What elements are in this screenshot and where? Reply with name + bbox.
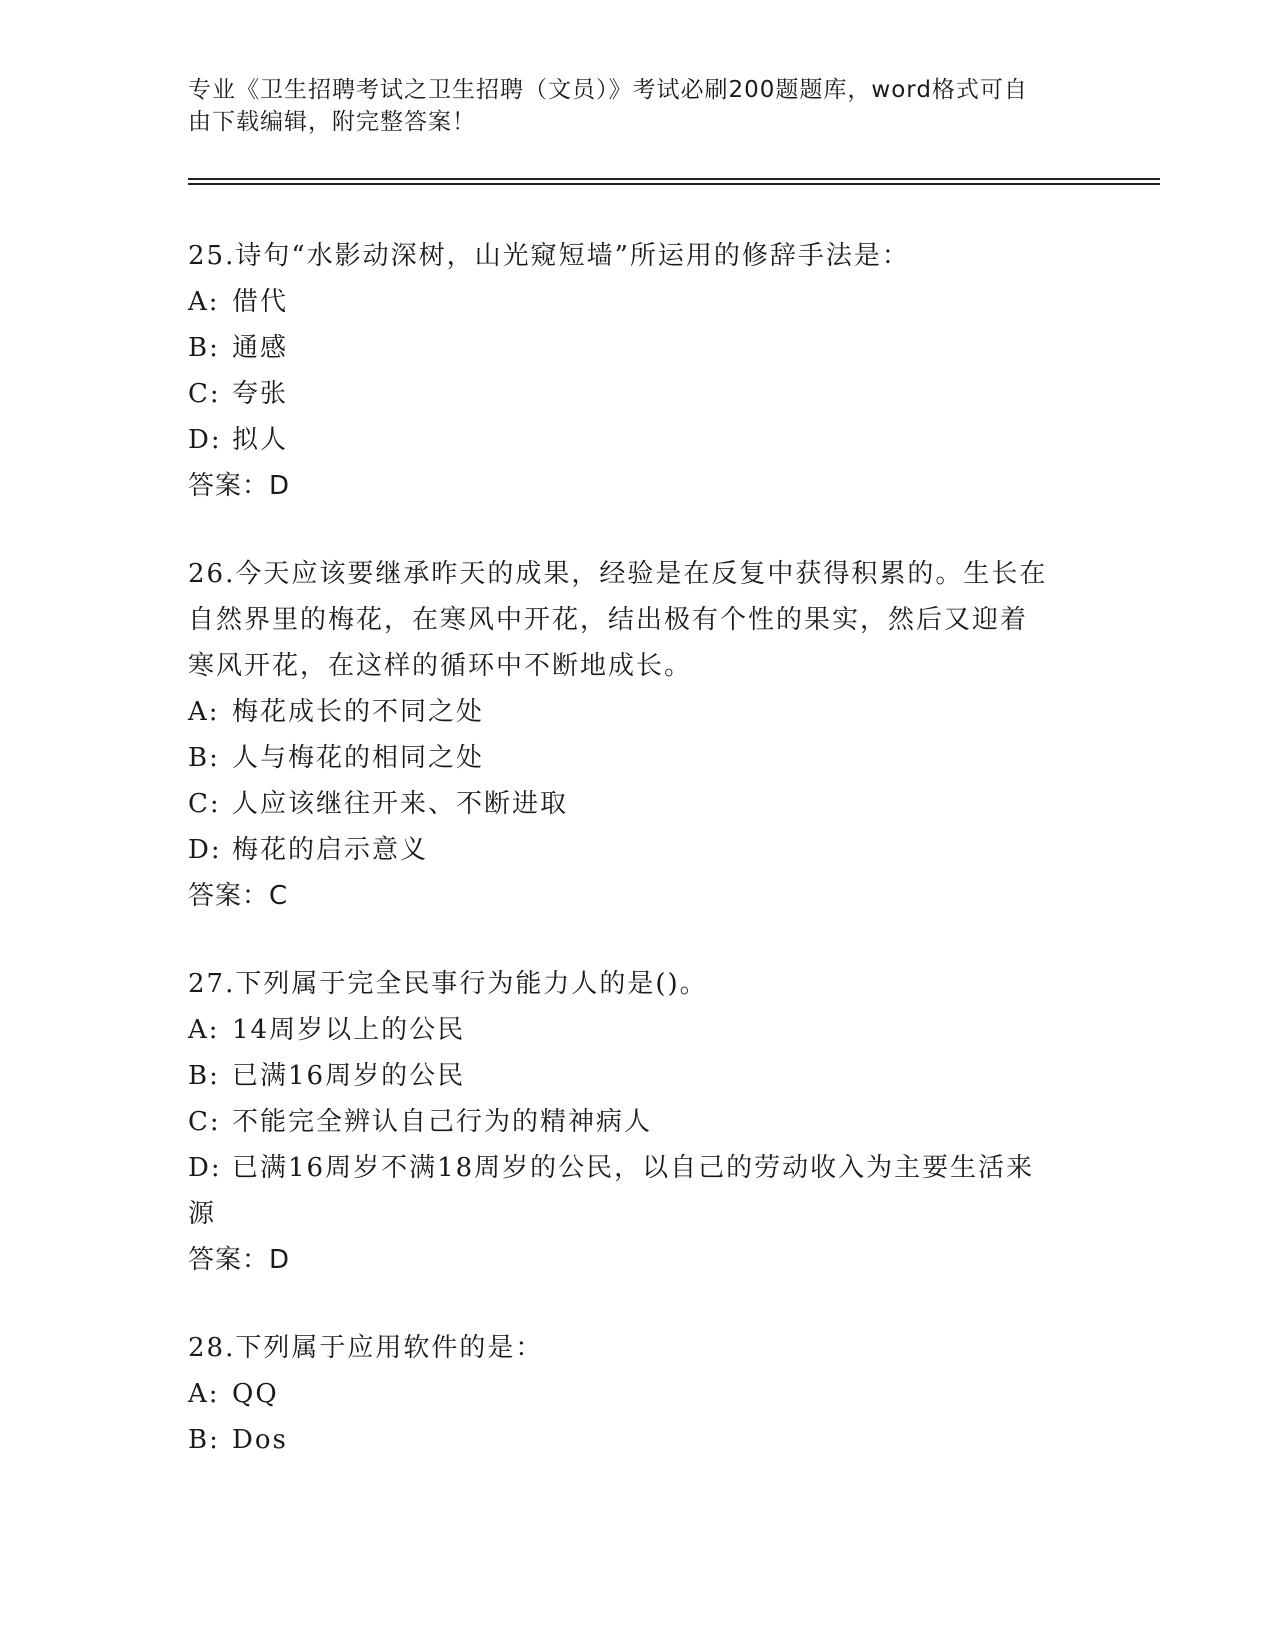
option-text: 梅花的启示意义 <box>232 835 429 865</box>
option-text: 14周岁以上的公民 <box>232 1015 466 1045</box>
option-d <box>188 417 1088 463</box>
option-label: B: <box>188 333 220 363</box>
option-c <box>188 1099 1088 1145</box>
option-text: 拟人 <box>232 425 289 455</box>
option-label: B: <box>188 1425 220 1455</box>
header-line-1: 专业《卫生招聘考试之卫生招聘（文员）》考试必刷200题题库，word格式可自 <box>188 77 1028 103</box>
option-label: D: <box>188 835 222 865</box>
option-label: C: <box>188 379 221 409</box>
question-26 <box>188 551 1088 919</box>
option-a <box>188 1371 1088 1417</box>
option-text: 已满16周岁不满18周岁的公民，以自己的劳动收入为主要生活来 <box>232 1153 1035 1183</box>
question-list <box>188 233 1088 1505</box>
question-stem-line-1: 26.今天应该要继承昨天的成果，经验是在反复中获得积累的。生长在 <box>188 559 1048 589</box>
option-text: 借代 <box>232 287 289 317</box>
header-line-2: 由下载编辑，附完整答案！ <box>188 109 476 135</box>
option-b <box>188 325 1088 371</box>
option-text: 通感 <box>232 333 289 363</box>
option-label: A: <box>188 697 220 727</box>
question-stem-line-2: 自然界里的梅花，在寒风中开花，结出极有个性的果实，然后又迎着 <box>188 605 1029 635</box>
option-text: 梅花成长的不同之处 <box>232 697 485 727</box>
option-c <box>188 371 1088 417</box>
option-label: B: <box>188 743 220 773</box>
header-divider-top <box>188 178 1160 180</box>
question-stem: 27.下列属于完全民事行为能力人的是()。 <box>188 969 708 999</box>
option-d-continuation: 源 <box>188 1199 217 1229</box>
question-27 <box>188 961 1088 1283</box>
option-label: C: <box>188 1107 221 1137</box>
option-label: B: <box>188 1061 220 1091</box>
option-a <box>188 279 1088 325</box>
question-stem: 28.下列属于应用软件的是： <box>188 1333 544 1363</box>
option-text: 已满16周岁的公民 <box>232 1061 466 1091</box>
option-label: A: <box>188 1015 220 1045</box>
option-d <box>188 827 1088 873</box>
option-b <box>188 1417 1088 1463</box>
question-28 <box>188 1325 1088 1463</box>
option-label: D: <box>188 425 222 455</box>
option-text: 夸张 <box>232 379 289 409</box>
answer-line: 答案：C <box>188 881 289 911</box>
document-header <box>188 74 1088 138</box>
option-text: 人与梅花的相同之处 <box>232 743 485 773</box>
option-label: A: <box>188 1379 220 1409</box>
option-label: C: <box>188 789 221 819</box>
option-b <box>188 735 1088 781</box>
option-text: Dos <box>232 1425 288 1455</box>
question-stem: 25.诗句“水影动深树，山光窥短墙”所运用的修辞手法是： <box>188 241 910 271</box>
option-b <box>188 1053 1088 1099</box>
option-label: A: <box>188 287 220 317</box>
option-a <box>188 1007 1088 1053</box>
option-label: D: <box>188 1153 222 1183</box>
option-text: QQ <box>232 1379 279 1409</box>
option-text: 人应该继往开来、不断进取 <box>232 789 569 819</box>
header-divider-bottom <box>188 183 1160 185</box>
answer-line: 答案：D <box>188 1245 291 1275</box>
option-d <box>188 1145 1088 1191</box>
option-c <box>188 781 1088 827</box>
question-stem-line-3: 寒风开花，在这样的循环中不断地成长。 <box>188 651 693 681</box>
question-25 <box>188 233 1088 509</box>
option-text: 不能完全辨认自己行为的精神病人 <box>232 1107 653 1137</box>
option-a <box>188 689 1088 735</box>
answer-line: 答案：D <box>188 471 291 501</box>
